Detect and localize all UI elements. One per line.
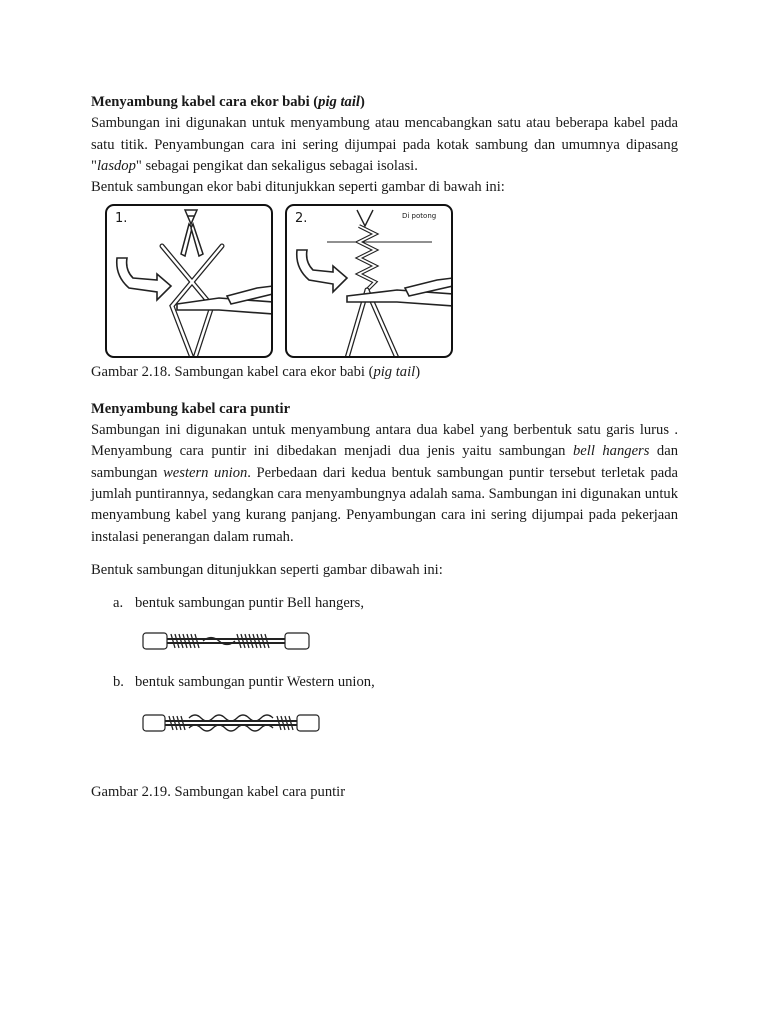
pigtail-step1-panel <box>105 204 273 358</box>
section1-heading: Menyambung kabel cara ekor babi (pig tail) <box>91 94 365 110</box>
section1-intro: Bentuk sambungan ekor babi ditunjukkan seperti gambar di bawah ini: <box>91 179 505 196</box>
figure-2-19-caption: Gambar 2.19. Sambungan kabel cara puntir <box>91 783 346 800</box>
figure-2-18-caption: Gambar 2.18. Sambungan kabel cara ekor babi (pig tail) <box>91 364 421 381</box>
bell-hangers-splice-illustration <box>141 628 311 654</box>
western-union-splice-illustration <box>141 710 321 736</box>
pigtail-figure <box>91 198 678 358</box>
document-page <box>91 92 678 803</box>
pigtail-step2-panel <box>285 204 453 358</box>
panel1-number: 1. <box>115 211 128 227</box>
list-item-b: b. bentuk sambungan puntir Western union, <box>113 674 375 691</box>
pigtail-step1-illustration <box>107 206 273 358</box>
section2-intro: Bentuk sambungan ditunjukkan seperti gambar dibawah ini: <box>91 561 443 578</box>
section1-paragraph: Sambungan ini digunakan untuk menyambung atau mencabangkan satu atau beberapa kabel pada satu titik. Penyambungan cara ini sering dijumpai pada kotak sambung dan umumnya dipasang "lasdop" sebagai pengikat dan sekaligus sebagai isolasi. <box>91 115 678 174</box>
panel2-number: 2. <box>295 211 308 227</box>
section2-heading: Menyambung kabel cara puntir <box>91 400 291 417</box>
panel2-cut-note: Di potong <box>402 212 437 221</box>
list-item-a: a. bentuk sambungan puntir Bell hangers, <box>113 595 364 612</box>
section2-paragraph: Sambungan ini digunakan untuk menyambung antara dua kabel yang berbentuk satu garis lurus . Menyambung cara puntir ini dibedakan menjadi dua jenis yaitu sambungan bell hangers dan sambungan western union. Perbedaan dari kedua bentuk sambungan puntir tersebut terletak pada jumlah puntirannya, sedangkan cara menyambungnya adalah sama. Sambungan ini digunakan untuk menyambung kabel yang kurang panjang. Penyambungan cara ini sering dijumpai pada pekerjaan instalasi penerangan dalam rumah. <box>91 422 679 545</box>
pigtail-step2-illustration <box>287 206 453 358</box>
